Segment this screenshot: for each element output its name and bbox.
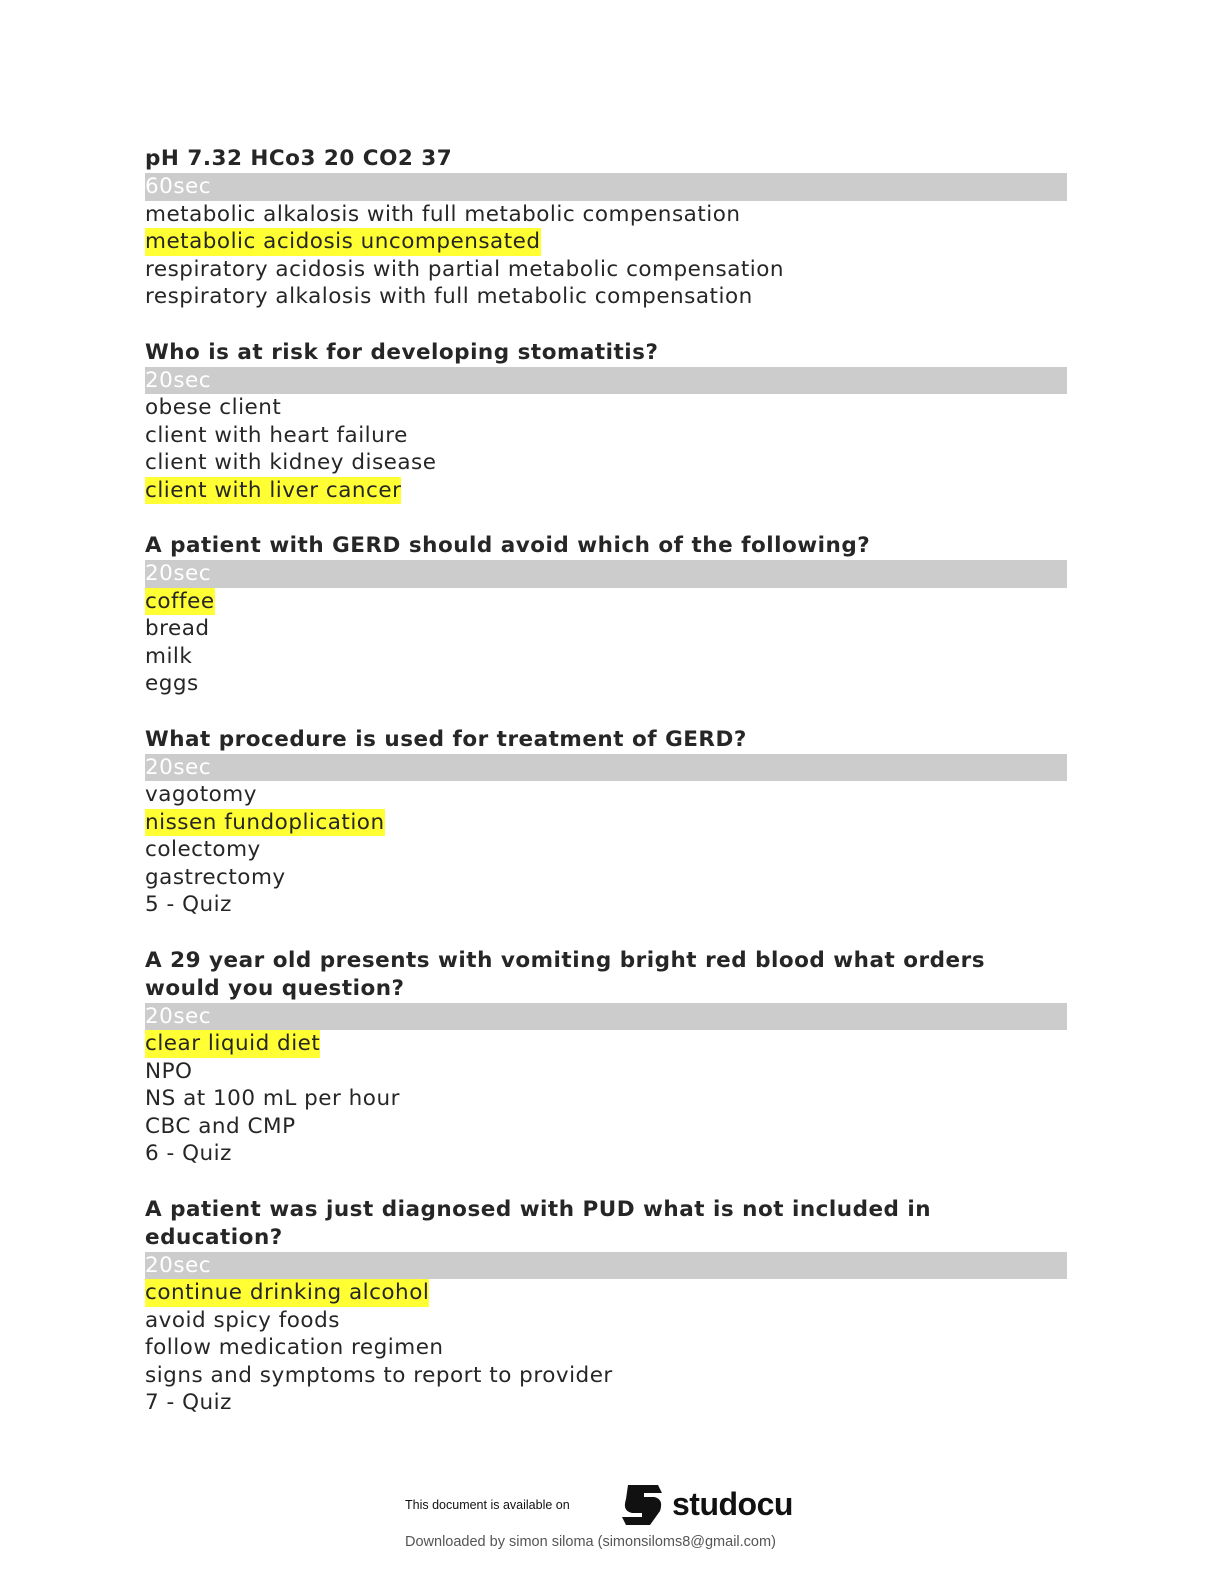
answer-option bbox=[145, 1334, 1067, 1362]
answer-option-correct bbox=[145, 1279, 1067, 1307]
answer-option-text: avoid spicy foods bbox=[145, 1307, 340, 1333]
answer-option-correct bbox=[145, 588, 1067, 616]
answer-option-text: obese client bbox=[145, 395, 282, 420]
timer-bar: 20sec bbox=[145, 560, 1067, 588]
question-block bbox=[145, 726, 1067, 919]
answer-option bbox=[145, 836, 1067, 864]
answer-option-correct bbox=[145, 477, 1067, 505]
answer-option-text: continue drinking alcohol bbox=[145, 1280, 430, 1305]
answer-option bbox=[145, 1307, 1067, 1335]
answer-option-text: NS at 100 mL per hour bbox=[145, 1086, 400, 1111]
answer-option bbox=[145, 1085, 1067, 1113]
download-info: Downloaded by simon siloma (simonsiloms8@gmail.com) bbox=[405, 1534, 776, 1550]
answer-option-correct bbox=[145, 1030, 1067, 1058]
answer-option-text: follow medication regimen bbox=[145, 1335, 444, 1360]
answer-option-text: eggs bbox=[145, 671, 199, 696]
answer-option-text: respiratory acidosis with partial metabolic compensation bbox=[145, 256, 785, 282]
question-block bbox=[145, 947, 1067, 1168]
timer-bar: 20sec bbox=[145, 367, 1067, 395]
answer-option bbox=[145, 1113, 1067, 1141]
quiz-label: 5 - Quiz bbox=[145, 892, 232, 917]
question-block bbox=[145, 532, 1067, 698]
answer-option bbox=[145, 670, 1067, 698]
answer-option-text: metabolic alkalosis with full metabolic compensation bbox=[145, 201, 741, 227]
question-text: What procedure is used for treatment of GERD? bbox=[145, 726, 747, 752]
answer-option bbox=[145, 1362, 1067, 1390]
timer-bar: 60sec bbox=[145, 173, 1067, 201]
quiz-label: 6 - Quiz bbox=[145, 1141, 232, 1166]
brand-name[interactable]: studocu bbox=[672, 1486, 793, 1522]
question-text: A patient was just diagnosed with PUD what is not included in education? bbox=[145, 1196, 932, 1250]
quiz-label: 7 - Quiz bbox=[145, 1390, 232, 1415]
answer-option bbox=[145, 615, 1067, 643]
footer bbox=[0, 1478, 1224, 1584]
timer-bar: 20sec bbox=[145, 1003, 1067, 1031]
answer-option-text: client with liver cancer bbox=[145, 477, 402, 503]
answer-option bbox=[145, 201, 1067, 229]
answer-option-text: gastrectomy bbox=[145, 864, 286, 890]
answer-option-correct bbox=[145, 809, 1067, 837]
answer-option-text: NPO bbox=[145, 1058, 193, 1084]
answer-option bbox=[145, 283, 1067, 311]
question-text: Who is at risk for developing stomatitis? bbox=[145, 339, 659, 365]
quiz-document bbox=[145, 145, 1067, 1445]
timer-bar: 20sec bbox=[145, 754, 1067, 782]
answer-option bbox=[145, 422, 1067, 450]
answer-option bbox=[145, 864, 1067, 892]
question-text: A patient with GERD should avoid which of the following? bbox=[145, 533, 871, 558]
answer-option-text: respiratory alkalosis with full metabolic compensation bbox=[145, 284, 753, 309]
answer-option bbox=[145, 256, 1067, 284]
answer-option-text: clear liquid diet bbox=[145, 1031, 321, 1056]
question-block bbox=[145, 339, 1067, 505]
availability-text: This document is available on bbox=[405, 1498, 570, 1512]
answer-option-text: metabolic acidosis uncompensated bbox=[145, 229, 541, 254]
answer-option bbox=[145, 643, 1067, 671]
question-block bbox=[145, 145, 1067, 311]
question-block bbox=[145, 1196, 1067, 1417]
answer-option-text: client with kidney disease bbox=[145, 450, 437, 475]
answer-option-text: vagotomy bbox=[145, 782, 257, 807]
answer-option bbox=[145, 449, 1067, 477]
answer-option-text: bread bbox=[145, 616, 210, 641]
question-text: pH 7.32 HCo3 20 CO2 37 bbox=[145, 146, 453, 171]
answer-option-text: nissen fundoplication bbox=[145, 809, 385, 835]
answer-option bbox=[145, 1058, 1067, 1086]
answer-option-text: coffee bbox=[145, 588, 215, 614]
answer-option-text: milk bbox=[145, 643, 193, 669]
timer-bar: 20sec bbox=[145, 1252, 1067, 1280]
question-text: A 29 year old presents with vomiting bright red blood what orders would you question? bbox=[145, 947, 985, 1001]
answer-option-text: client with heart failure bbox=[145, 422, 408, 448]
answer-option bbox=[145, 781, 1067, 809]
answer-option bbox=[145, 394, 1067, 422]
studocu-logo-icon[interactable] bbox=[620, 1481, 666, 1529]
answer-option-text: signs and symptoms to report to provider bbox=[145, 1362, 613, 1388]
answer-option-text: colectomy bbox=[145, 837, 261, 862]
answer-option-text: CBC and CMP bbox=[145, 1113, 296, 1139]
answer-option-correct bbox=[145, 228, 1067, 256]
